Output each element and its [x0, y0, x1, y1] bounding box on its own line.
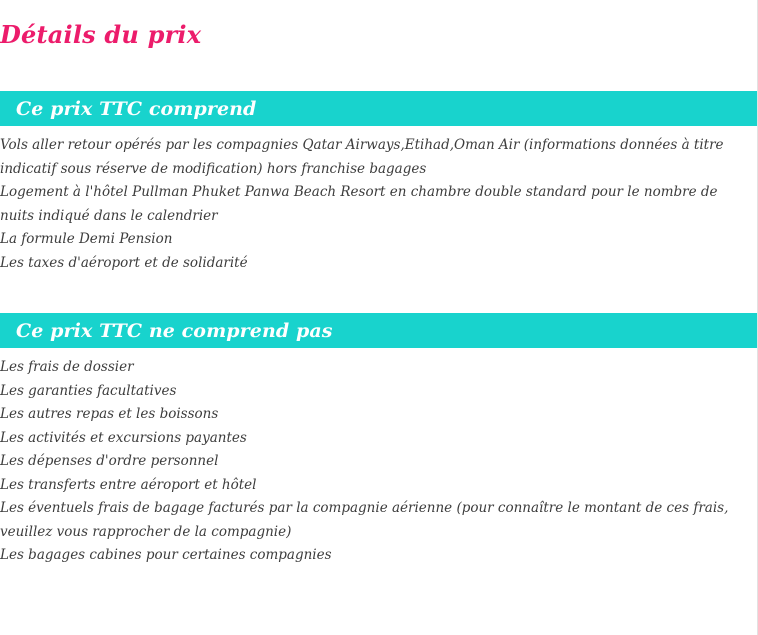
- page-title: Détails du prix: [0, 20, 202, 49]
- included-section-header-label: Ce prix TTC comprend: [16, 97, 257, 120]
- spacer-above-included-section: [0, 49, 758, 91]
- included-section: [0, 91, 758, 275]
- list-item: Vols aller retour opérés par les compagnies Qatar Airways,Etihad,Oman Air (informations données à titre indicatif sous réserve de modification) hors franchise bagages: [0, 137, 724, 177]
- included-items-list: [0, 126, 758, 275]
- list-item: Les éventuels frais de bagage facturés par la compagnie aérienne (pour connaître le montant de ces frais, veuillez vous rapprocher de la compagnie): [0, 500, 729, 540]
- spacer-above-excluded-section: [0, 275, 758, 313]
- list-item: La formule Demi Pension: [0, 231, 173, 247]
- list-item: Les transferts entre aéroport et hôtel: [0, 476, 257, 493]
- list-item: Logement à l'hôtel Pullman Phuket Panwa Beach Resort en chambre double standard pour le nombre de nuits indiqué dans le calendrier: [0, 184, 718, 224]
- excluded-section: [0, 313, 758, 568]
- list-item: Les bagages cabines pour certaines compagnies: [0, 547, 332, 563]
- excluded-section-header-label: Ce prix TTC ne comprend pas: [16, 319, 333, 342]
- list-item: Les dépenses d'ordre personnel: [0, 453, 219, 469]
- list-item: Les taxes d'aéroport et de solidarité: [0, 254, 248, 271]
- excluded-items-list: [0, 348, 758, 568]
- excluded-section-header: [0, 313, 758, 348]
- included-section-header: [0, 91, 758, 126]
- list-item: Les activités et excursions payantes: [0, 429, 247, 446]
- list-item: Les frais de dossier: [0, 359, 134, 375]
- list-item: Les autres repas et les boissons: [0, 406, 219, 422]
- list-item: Les garanties facultatives: [0, 382, 177, 399]
